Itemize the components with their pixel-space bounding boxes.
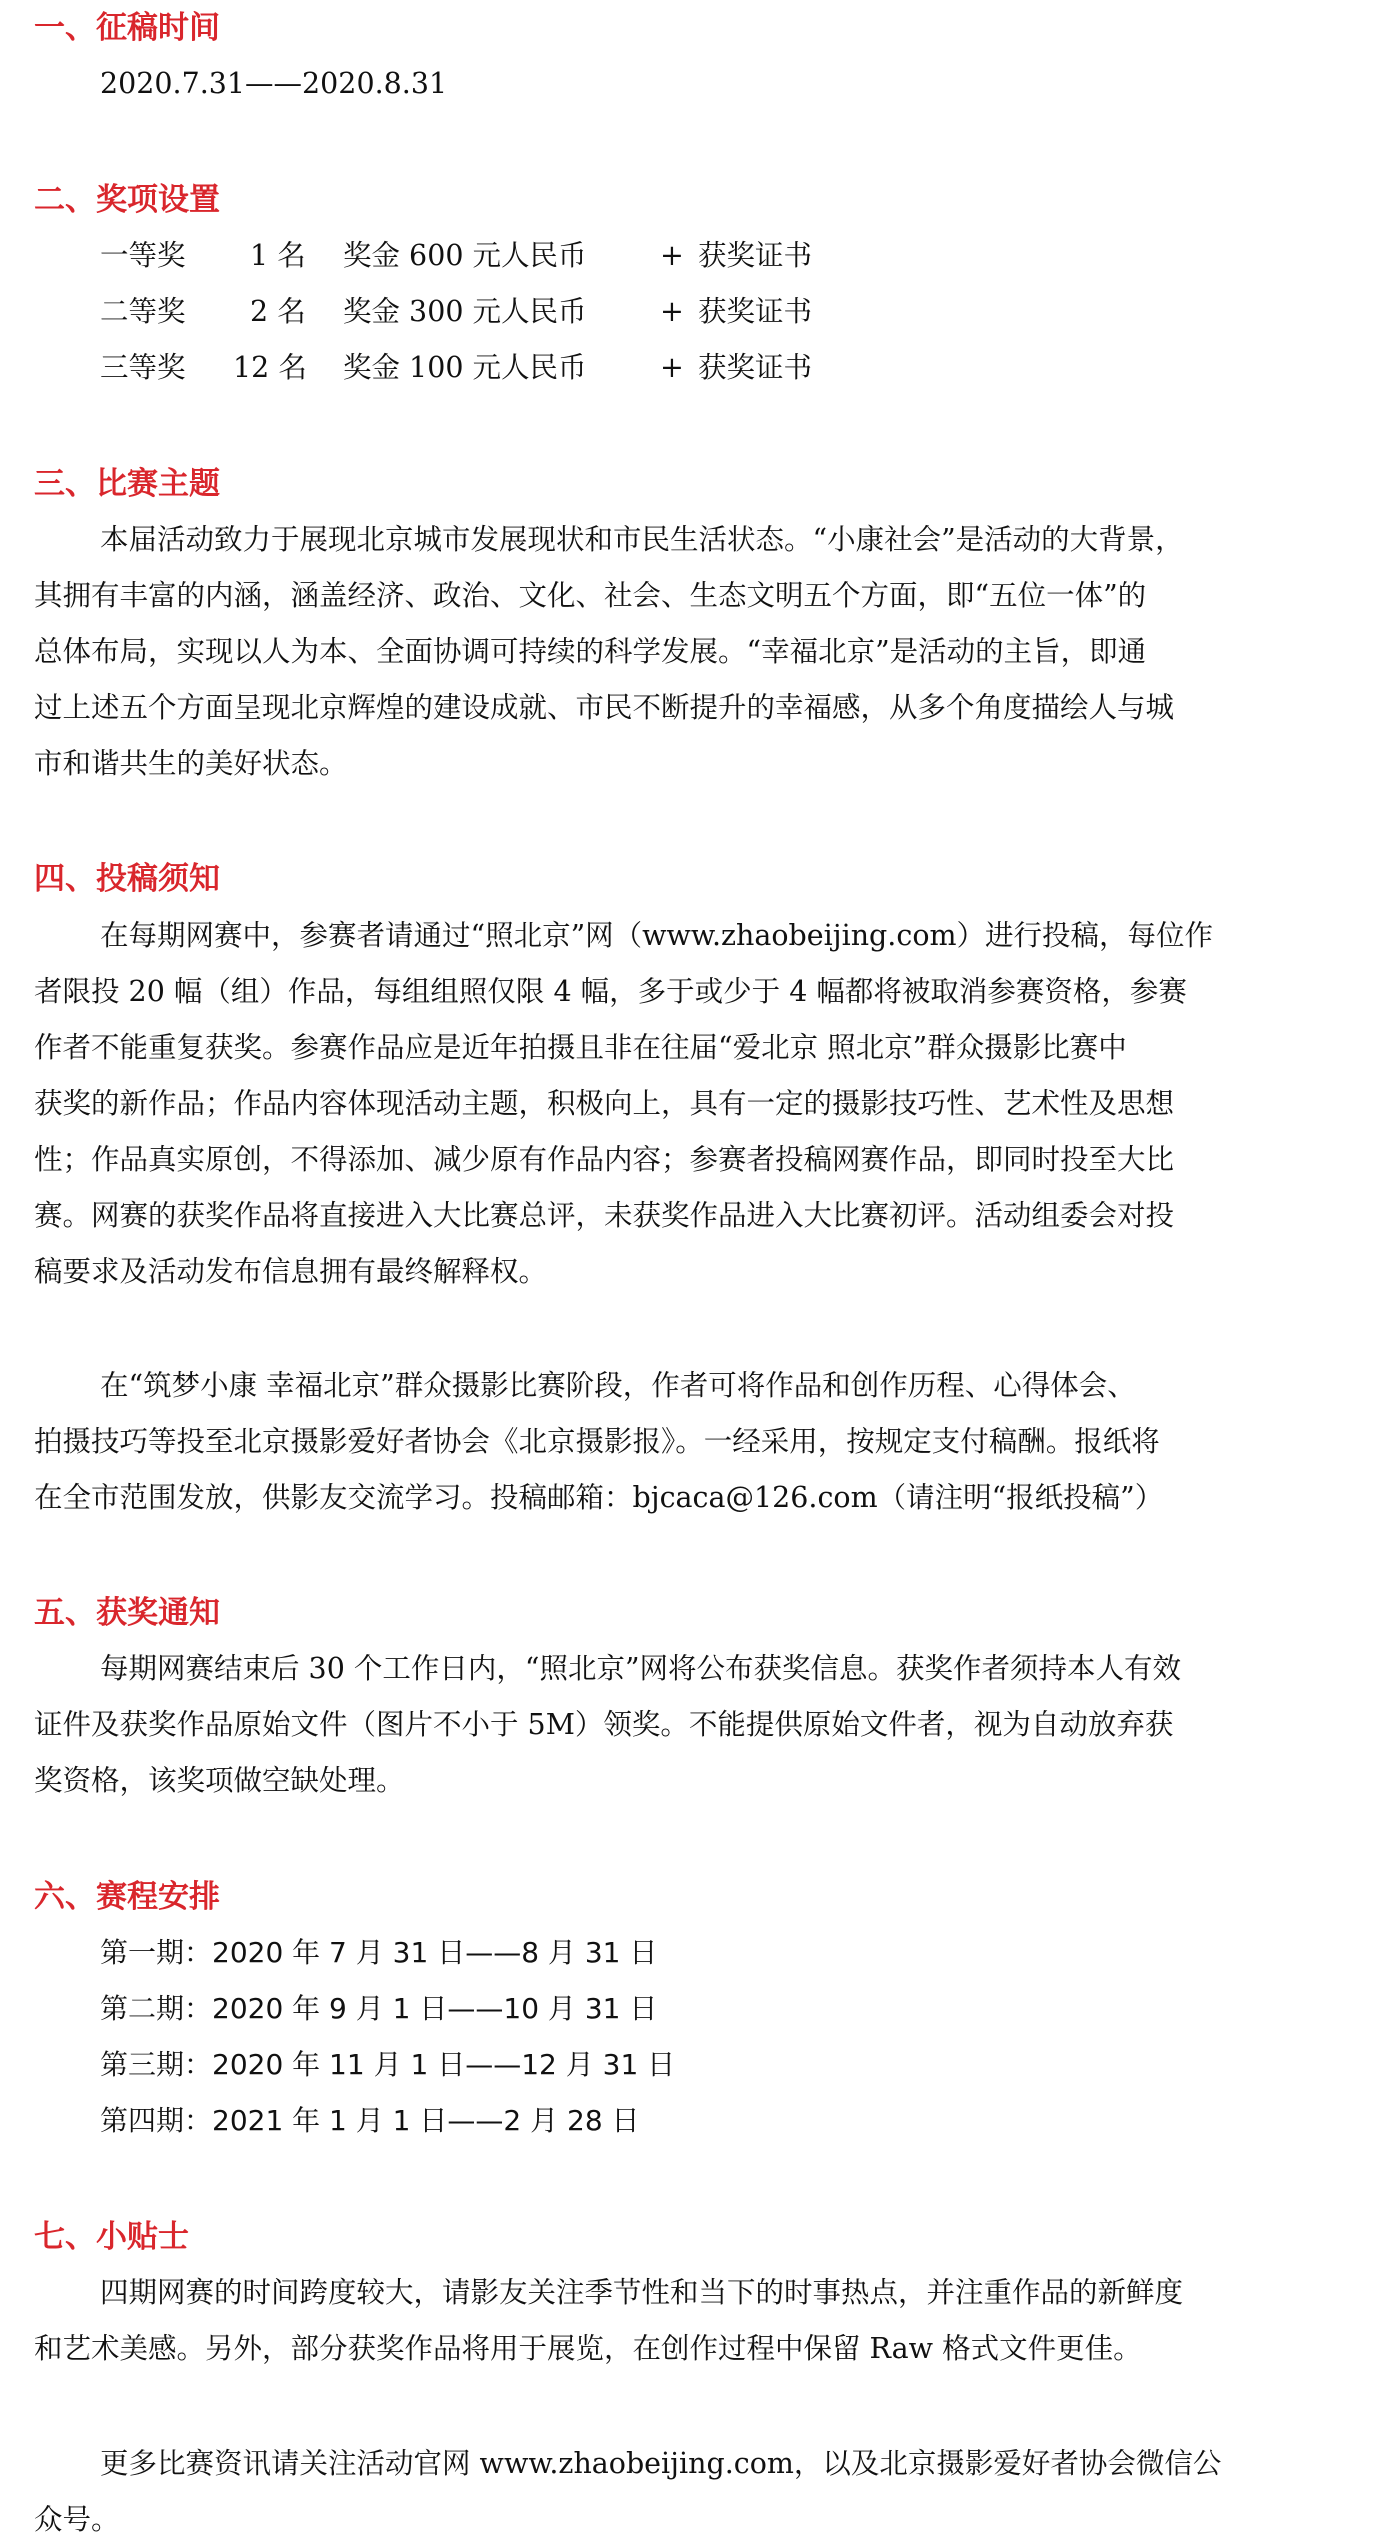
schedule-item: 第一期：2020 年 7 月 31 日——8 月 31 日 — [100, 1936, 658, 1969]
theme-line: 过上述五个方面呈现北京辉煌的建设成就、市民不断提升的幸福感，从多个角度描绘人与城 — [34, 691, 1175, 724]
prize-count: 2 名 — [250, 295, 306, 328]
prize-level: 三等奖 — [100, 351, 186, 384]
rules-line: 在每期网赛中，参赛者请通过“照北京”网（www.zhaobeijing.com）进行投稿，每位作 — [100, 919, 1214, 952]
schedule-item: 第三期：2020 年 11 月 1 日——12 月 31 日 — [100, 2048, 676, 2081]
theme-line: 本届活动致力于展现北京城市发展现状和市民生活状态。“小康社会”是活动的大背景， — [100, 523, 1184, 556]
rules-line: 者限投 20 幅（组）作品，每组组照仅限 4 幅，多于或少于 4 幅都将被取消参赛资格，参赛 — [34, 975, 1187, 1008]
rules-line: 性；作品真实原创，不得添加、减少原有作品内容；参赛者投稿网赛作品，即同时投至大比 — [34, 1143, 1175, 1176]
theme-line: 总体布局，实现以人为本、全面协调可持续的科学发展。“幸福北京”是活动的主旨，即通 — [34, 635, 1147, 668]
schedule-item: 第四期：2021 年 1 月 1 日——2 月 28 日 — [100, 2104, 640, 2137]
more-info-line: 更多比赛资讯请关注活动官网 www.zhaobeijing.com，以及北京摄影爱好者协会微信公 — [100, 2447, 1222, 2480]
tips-line: 和艺术美感。另外，部分获奖作品将用于展览，在创作过程中保留 Raw 格式文件更佳。 — [34, 2332, 1142, 2365]
prize-level: 一等奖 — [100, 239, 186, 272]
prize-plus: + — [660, 295, 684, 328]
award-notice-line: 证件及获奖作品原始文件（图片不小于 5M）领奖。不能提供原始文件者，视为自动放弃获 — [34, 1708, 1174, 1741]
prize-certificate: 获奖证书 — [698, 295, 813, 328]
award-notice-line: 奖资格，该奖项做空缺处理。 — [34, 1764, 405, 1797]
newspaper-line: 拍摄技巧等投至北京摄影爱好者协会《北京摄影报》。一经采用，按规定支付稿酬。报纸将 — [34, 1425, 1160, 1458]
prize-plus: + — [660, 351, 684, 384]
theme-line: 市和谐共生的美好状态。 — [34, 747, 348, 780]
prize-plus: + — [660, 239, 684, 272]
rules-line: 赛。网赛的获奖作品将直接进入大比赛总评，未获奖作品进入大比赛初评。活动组委会对投 — [34, 1199, 1175, 1232]
rules-line: 获奖的新作品；作品内容体现活动主题，积极向上，具有一定的摄影技巧性、艺术性及思想 — [34, 1087, 1175, 1120]
prize-certificate: 获奖证书 — [698, 239, 813, 272]
heading-award-notice: 五、获奖通知 — [34, 1595, 220, 1631]
prize-amount: 奖金 100 元人民币 — [343, 351, 587, 384]
submission-period-dates: 2020.7.31——2020.8.31 — [100, 67, 448, 100]
award-notice-line: 每期网赛结束后 30 个工作日内，“照北京”网将公布获奖信息。获奖作者须持本人有效 — [100, 1652, 1182, 1685]
prize-count: 12 名 — [233, 351, 307, 384]
schedule-item: 第二期：2020 年 9 月 1 日——10 月 31 日 — [100, 1992, 658, 2025]
rules-line: 作者不能重复获奖。参赛作品应是近年拍摄且非在往届“爱北京 照北京”群众摄影比赛中 — [34, 1031, 1127, 1064]
rules-line: 稿要求及活动发布信息拥有最终解释权。 — [34, 1255, 548, 1288]
prize-amount: 奖金 600 元人民币 — [343, 239, 587, 272]
heading-schedule: 六、赛程安排 — [34, 1879, 220, 1915]
newspaper-line: 在“筑梦小康 幸福北京”群众摄影比赛阶段，作者可将作品和创作历程、心得体会、 — [100, 1369, 1136, 1402]
heading-submission-period: 一、征稿时间 — [34, 10, 220, 46]
prize-count: 1 名 — [250, 239, 306, 272]
heading-awards: 二、奖项设置 — [34, 182, 220, 218]
prize-level: 二等奖 — [100, 295, 186, 328]
prize-amount: 奖金 300 元人民币 — [343, 295, 587, 328]
theme-line: 其拥有丰富的内涵，涵盖经济、政治、文化、社会、生态文明五个方面，即“五位一体”的 — [34, 579, 1147, 612]
heading-submission-rules: 四、投稿须知 — [34, 861, 220, 897]
prize-certificate: 获奖证书 — [698, 351, 813, 384]
newspaper-line: 在全市范围发放，供影友交流学习。投稿邮箱：bjcaca@126.com（请注明“报纸投稿”） — [34, 1481, 1164, 1514]
tips-line: 四期网赛的时间跨度较大，请影友关注季节性和当下的时事热点，并注重作品的新鲜度 — [100, 2276, 1184, 2309]
heading-tips: 七、小贴士 — [34, 2219, 189, 2255]
more-info-line: 众号。 — [34, 2503, 120, 2536]
heading-theme: 三、比赛主题 — [34, 466, 220, 502]
